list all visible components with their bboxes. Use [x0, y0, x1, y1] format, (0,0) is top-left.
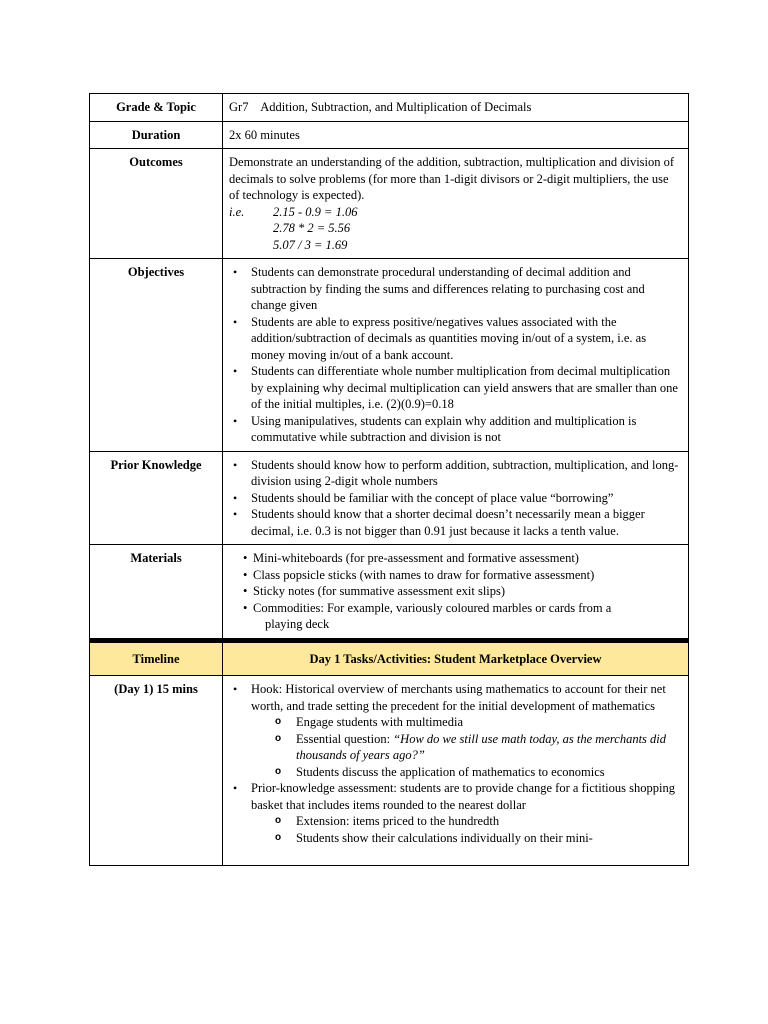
- materials-list: [229, 550, 682, 633]
- prior-assessment-text: Prior-knowledge assessment: students are to provide change for a fictitious shopping basket that includes items rounded to the nearest dollar: [251, 781, 675, 812]
- row-grade-topic: [90, 94, 689, 122]
- duration-label: Duration: [90, 121, 223, 149]
- objective-item: • Students can differentiate whole number multiplication from decimal multiplication by explaining why decimal multiplication can yield answers that are smaller than one of the initial multiples, i.e. (2)(0.9)=0.18: [251, 363, 682, 413]
- prior-knowledge-label: Prior Knowledge: [90, 451, 223, 545]
- row-day1: [90, 676, 689, 866]
- outcomes-example-row: [229, 237, 682, 254]
- objectives-label: Objectives: [90, 259, 223, 452]
- row-materials: [90, 545, 689, 641]
- grade-topic-label: Grade & Topic: [90, 94, 223, 122]
- outcomes-example: 2.15 - 0.9 = 1.06: [273, 204, 358, 219]
- prior-assessment-subitem: o Extension: items priced to the hundredth: [296, 813, 682, 830]
- prior-knowledge-cell: [223, 451, 689, 545]
- ie-label: i.e.: [229, 204, 245, 219]
- objective-item: • Students can demonstrate procedural understanding of decimal addition and subtraction by finding the sums and differences relating to purchasing cost and change given: [251, 264, 682, 314]
- objective-item: • Students are able to express positive/negatives values associated with the addition/subtraction of decimals as quantities moving in/out of a system, i.e. as money moving in/out of a bank account.: [251, 314, 682, 364]
- hook-subitem: o Engage students with multimedia: [296, 714, 682, 731]
- outcomes-example-row: [229, 204, 682, 221]
- hook-text: Hook: Historical overview of merchants using mathematics to account for their net worth, and trade setting the precedent for the initial development of mathematics: [251, 682, 666, 713]
- row-duration: [90, 121, 689, 149]
- lesson-plan-table: [89, 93, 689, 866]
- day1-cell: [223, 676, 689, 866]
- duration-value: 2x 60 minutes: [223, 121, 689, 149]
- day1-label: (Day 1) 15 mins: [90, 676, 223, 866]
- hook-sublist: [251, 714, 682, 780]
- hook-subitem: o Students discuss the application of mathematics to economics: [296, 764, 682, 781]
- objective-item: • Using manipulatives, students can explain why addition and multiplication is commutative while subtraction and division is not: [251, 413, 682, 446]
- material-item: • Sticky notes (for summative assessment exit slips): [253, 583, 682, 600]
- materials-label: Materials: [90, 545, 223, 641]
- prior-knowledge-item: • Students should know that a shorter decimal doesn’t necessarily mean a bigger decimal, i.e. 0.3 is not bigger than 0.91 just because it lacks a tenth value.: [251, 506, 682, 539]
- objectives-list: [229, 264, 682, 446]
- grade-topic-value: Gr7 Addition, Subtraction, and Multiplication of Decimals: [223, 94, 689, 122]
- essential-prefix: Essential question:: [296, 731, 394, 746]
- hook-subitem: [296, 731, 682, 764]
- timeline-label: Timeline: [90, 640, 223, 676]
- row-timeline: [90, 640, 689, 676]
- row-objectives: [90, 259, 689, 452]
- prior-assessment-sublist: [251, 813, 682, 846]
- timeline-title: Day 1 Tasks/Activities: Student Marketplace Overview: [223, 640, 689, 676]
- prior-knowledge-list: [229, 457, 682, 540]
- prior-knowledge-item: • Students should know how to perform addition, subtraction, multiplication, and long-division using 2-digit whole numbers: [251, 457, 682, 490]
- material-item: [253, 600, 682, 633]
- materials-cell: [223, 545, 689, 641]
- outcomes-label: Outcomes: [90, 149, 223, 259]
- outcomes-example-row: [229, 220, 682, 237]
- outcomes-example: 5.07 / 3 = 1.69: [273, 237, 348, 252]
- outcomes-cell: [223, 149, 689, 259]
- day1-item: [251, 780, 682, 846]
- day1-item: [251, 681, 682, 780]
- material-item-continuation: playing deck: [265, 617, 330, 631]
- material-item: • Class popsicle sticks (with names to draw for formative assessment): [253, 567, 682, 584]
- material-item-text: Commodities: For example, variously coloured marbles or cards from a: [253, 600, 612, 615]
- material-item: • Mini-whiteboards (for pre-assessment and formative assessment): [253, 550, 682, 567]
- day1-list: [229, 681, 682, 846]
- prior-assessment-subitem: o Students show their calculations individually on their mini-: [296, 830, 682, 847]
- row-prior-knowledge: [90, 451, 689, 545]
- essential-question: “How do we still use math today, as the merchants did thousands of years ago?”: [296, 731, 667, 762]
- outcomes-text: Demonstrate an understanding of the addition, subtraction, multiplication and division of decimals to solve problems (for more than 1-digit divisors or 2-digit multipliers, the use of technology is expected).: [229, 155, 675, 202]
- row-outcomes: [90, 149, 689, 259]
- outcomes-example: 2.78 * 2 = 5.56: [273, 221, 351, 235]
- prior-knowledge-item: • Students should be familiar with the concept of place value “borrowing”: [251, 490, 682, 507]
- objectives-cell: [223, 259, 689, 452]
